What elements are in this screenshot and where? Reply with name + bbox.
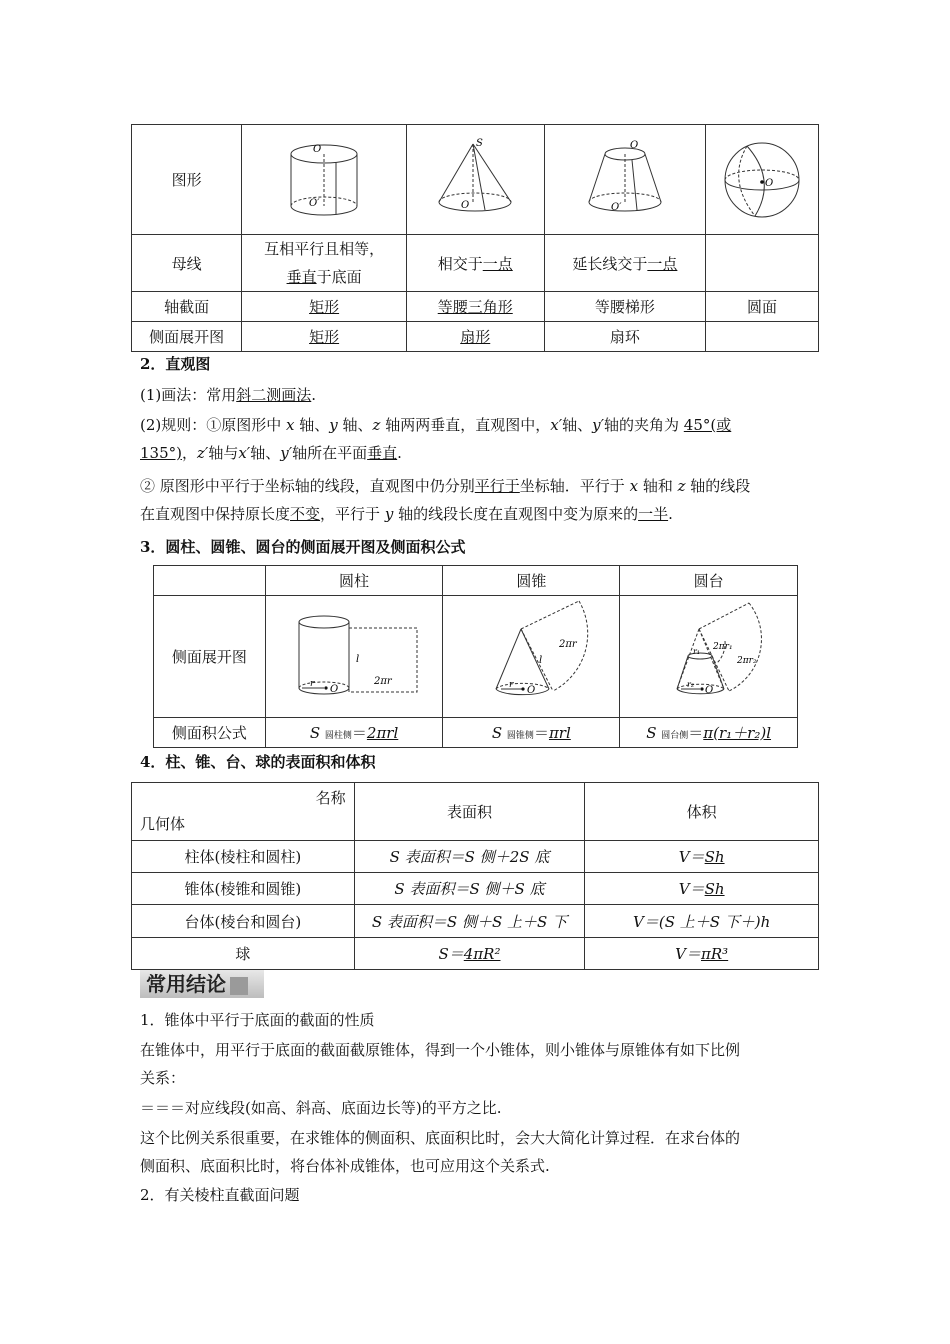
solids-table	[131, 124, 819, 352]
r-label: r	[310, 678, 315, 689]
row-label: 侧面展开图	[154, 596, 266, 718]
cell	[242, 235, 407, 292]
answer: Sh	[704, 848, 725, 866]
text: .	[311, 386, 317, 404]
paragraph: 侧面积、底面积比时，将台体补成锥体，也可应用这个关系式.	[140, 1157, 550, 1175]
banner-text: 常用结论	[146, 972, 226, 996]
answer: 2πrl	[366, 724, 399, 742]
cell	[706, 322, 819, 352]
sphere-figure	[706, 125, 819, 235]
paragraph: 2．有关棱柱直截面问题	[140, 1186, 300, 1204]
text: ② 原图形中平行于坐标轴的线段，直观图中仍分别	[140, 477, 475, 495]
var: y′	[280, 444, 293, 462]
cylinder-figure	[242, 125, 407, 235]
cell-answer: 等腰三角形	[437, 298, 513, 316]
text: .	[397, 444, 402, 462]
answer: Sh	[704, 880, 725, 898]
paragraph: 这个比例关系很重要，在求锥体的侧面积、底面积比时，会大大简化计算过程．在求台体的	[140, 1129, 741, 1147]
header-cell: 体积	[585, 783, 819, 841]
cell-text: 于底面	[316, 268, 362, 286]
l-label: l	[356, 653, 360, 665]
corner-bottom: 几何体	[140, 815, 186, 833]
var: x′	[238, 444, 251, 462]
sym: S	[309, 724, 321, 742]
corner-top: 名称	[315, 789, 346, 807]
header-cell: 圆锥	[443, 566, 620, 596]
section-title: 4．柱、锥、台、球的表面积和体积	[140, 753, 376, 771]
text: 轴、	[250, 444, 281, 462]
paragraph: 在锥体中，用平行于底面的截面截原锥体，得到一个小锥体，则小锥体与原锥体有如下比例	[140, 1041, 741, 1059]
cell: 圆面	[706, 292, 819, 322]
cell-text: 延长线交于	[572, 254, 648, 273]
var: y	[329, 416, 338, 434]
formula-cell	[620, 718, 798, 748]
text: .	[668, 505, 673, 523]
text: 轴所在平面	[292, 444, 368, 462]
answer: 4πR²	[463, 945, 501, 963]
cell	[406, 292, 544, 322]
row-label: 球	[132, 938, 355, 970]
cell-answer: 垂直	[286, 268, 317, 286]
var: y	[384, 505, 394, 523]
table-row	[154, 566, 798, 596]
sym: S	[646, 724, 657, 742]
area-cell: S 表面积＝S 侧＋S 上＋S 下	[354, 905, 585, 938]
cell: 等腰梯形	[544, 292, 706, 322]
frustum-net-figure	[620, 596, 798, 718]
text: 轴的线段	[685, 477, 751, 495]
section-title: 2．直观图	[140, 355, 211, 373]
table-row	[132, 905, 819, 938]
volume-cell	[585, 841, 819, 873]
r1-label: r₁	[692, 646, 700, 656]
text: (2)规则：①原图形中	[140, 416, 287, 434]
cone-base-label: O	[461, 199, 470, 211]
text: (1)画法：常用	[140, 386, 237, 404]
paragraph: 关系：	[140, 1069, 186, 1087]
text: 轴两两垂直，直观图中，	[380, 416, 551, 434]
answer: 135°)	[140, 444, 182, 462]
r2-label: r₂	[686, 679, 694, 689]
table-row	[132, 841, 819, 873]
corner-cell	[154, 566, 266, 596]
area-cell: S 表面积＝S 侧＋2S 底	[354, 841, 585, 873]
cell-text: 互相平行且相等，	[264, 240, 385, 258]
volume-cell	[585, 938, 819, 970]
answer: 垂直	[367, 444, 398, 462]
text: 轴的夹角为	[604, 416, 684, 434]
volume-cell	[585, 905, 819, 938]
var: x	[629, 477, 639, 495]
corner-cell	[132, 783, 355, 841]
cell	[544, 235, 706, 292]
cone-apex-label: S	[476, 137, 484, 149]
var: y′	[592, 416, 605, 434]
paragraph	[140, 472, 812, 528]
l-label: l	[539, 654, 543, 666]
answer: π(r₁＋r₂)l	[703, 724, 772, 742]
subscript: 圆柱侧	[324, 731, 352, 741]
cell	[242, 322, 407, 352]
header-cell: 圆台	[620, 566, 798, 596]
volume-cell	[585, 873, 819, 905]
text: S＝	[438, 945, 464, 963]
cell-answer: 矩形	[309, 298, 340, 316]
frus-bot-label: O′	[610, 201, 622, 213]
area-cell	[354, 938, 585, 970]
text: 轴的线段长度在直观图中变为原来的	[393, 505, 639, 523]
row-label: 锥体(棱锥和圆锥)	[132, 873, 355, 905]
cell-answer: 一点	[647, 254, 678, 273]
paragraph	[140, 411, 812, 467]
text: V＝(S 上＋S 下＋)h	[633, 912, 771, 931]
cell	[706, 235, 819, 292]
subscript: 圆锥侧	[506, 731, 534, 741]
text: 轴与	[208, 444, 239, 462]
paragraph: ＝＝＝对应线段(如高、斜高、底面边长等)的平方之比.	[140, 1099, 502, 1117]
text: 轴、	[562, 416, 593, 434]
cone-net-figure	[443, 596, 620, 718]
o-label: O	[527, 684, 536, 696]
answer: 45°(或	[683, 416, 732, 434]
area-volume-table	[131, 782, 819, 970]
eq: ＝	[351, 724, 367, 742]
row-label: 侧面积公式	[154, 718, 266, 748]
table-row	[132, 292, 819, 322]
text: 轴和	[638, 477, 678, 495]
cell-text: 相交于	[437, 254, 483, 273]
answer: πrl	[548, 724, 571, 742]
table-row	[154, 596, 798, 718]
area-cell: S 表面积＝S 侧＋S 底	[354, 873, 585, 905]
row-label: 母线	[132, 235, 242, 292]
o-label: O	[330, 683, 339, 695]
cell-answer: 矩形	[309, 328, 340, 346]
o-label: O	[704, 684, 713, 696]
row-label: 图形	[132, 125, 242, 235]
formula-cell	[443, 718, 620, 748]
table-row	[132, 322, 819, 352]
var: z	[677, 477, 686, 495]
table-row	[132, 873, 819, 905]
var: x′	[550, 416, 563, 434]
table-row	[132, 938, 819, 970]
text: ，	[181, 444, 197, 462]
circumference-label: 2πr	[374, 675, 392, 687]
var: z′	[197, 444, 209, 462]
cell-answer: 扇形	[460, 328, 491, 346]
var: x	[286, 416, 295, 434]
banner-decoration-icon	[230, 977, 248, 995]
arc2-label: 2πr₂	[736, 655, 757, 666]
conclusions-banner	[140, 970, 264, 998]
eq: ＝	[688, 724, 704, 742]
cell	[406, 322, 544, 352]
sym: S	[491, 724, 503, 742]
cell: 扇环	[544, 322, 706, 352]
text: 轴、	[294, 416, 330, 434]
section-title: 3．圆柱、圆锥、圆台的侧面展开图及侧面积公式	[140, 538, 466, 556]
paragraph: 1．锥体中平行于底面的截面的性质	[140, 1011, 375, 1029]
text: V＝	[678, 848, 705, 866]
text: 坐标轴．平行于	[519, 477, 630, 495]
answer: 一半	[638, 505, 669, 523]
answer: πR³	[701, 945, 729, 963]
cell	[242, 292, 407, 322]
frustum-figure	[544, 125, 706, 235]
cone-figure	[406, 125, 544, 235]
lateral-area-table	[153, 565, 798, 748]
text: V＝	[675, 945, 701, 963]
header-cell: 圆柱	[265, 566, 443, 596]
table-row	[132, 125, 819, 235]
table-row	[154, 718, 798, 748]
answer: 平行于	[474, 477, 520, 495]
cell-answer: 一点	[482, 254, 513, 273]
text: 在直观图中保持原长度	[140, 505, 291, 523]
answer: 斜二测画法	[236, 386, 312, 404]
arc-label: 2πr	[559, 638, 578, 650]
row-label: 轴截面	[132, 292, 242, 322]
table-row	[132, 235, 819, 292]
arc1-label: 2πr₁	[712, 641, 733, 652]
subscript: 圆台侧	[661, 731, 689, 741]
cyl-bot-label: O′	[309, 197, 320, 209]
row-label: 柱体(棱柱和圆柱)	[132, 841, 355, 873]
formula-cell	[265, 718, 443, 748]
cylinder-net-figure	[265, 596, 443, 718]
table-row	[132, 783, 819, 841]
eq: ＝	[533, 724, 549, 742]
paragraph	[140, 381, 812, 409]
cyl-top-label: O	[313, 143, 322, 155]
r-label: r	[509, 679, 514, 690]
row-label: 侧面展开图	[132, 322, 242, 352]
answer: 不变	[290, 505, 321, 523]
text: ，平行于	[320, 505, 385, 523]
frus-top-label: O	[629, 139, 639, 151]
header-cell: 表面积	[354, 783, 585, 841]
var: z	[372, 416, 381, 434]
text: V＝	[678, 880, 705, 898]
cell	[406, 235, 544, 292]
text: 轴、	[337, 416, 373, 434]
row-label: 台体(棱台和圆台)	[132, 905, 355, 938]
sphere-label: O	[765, 177, 774, 189]
